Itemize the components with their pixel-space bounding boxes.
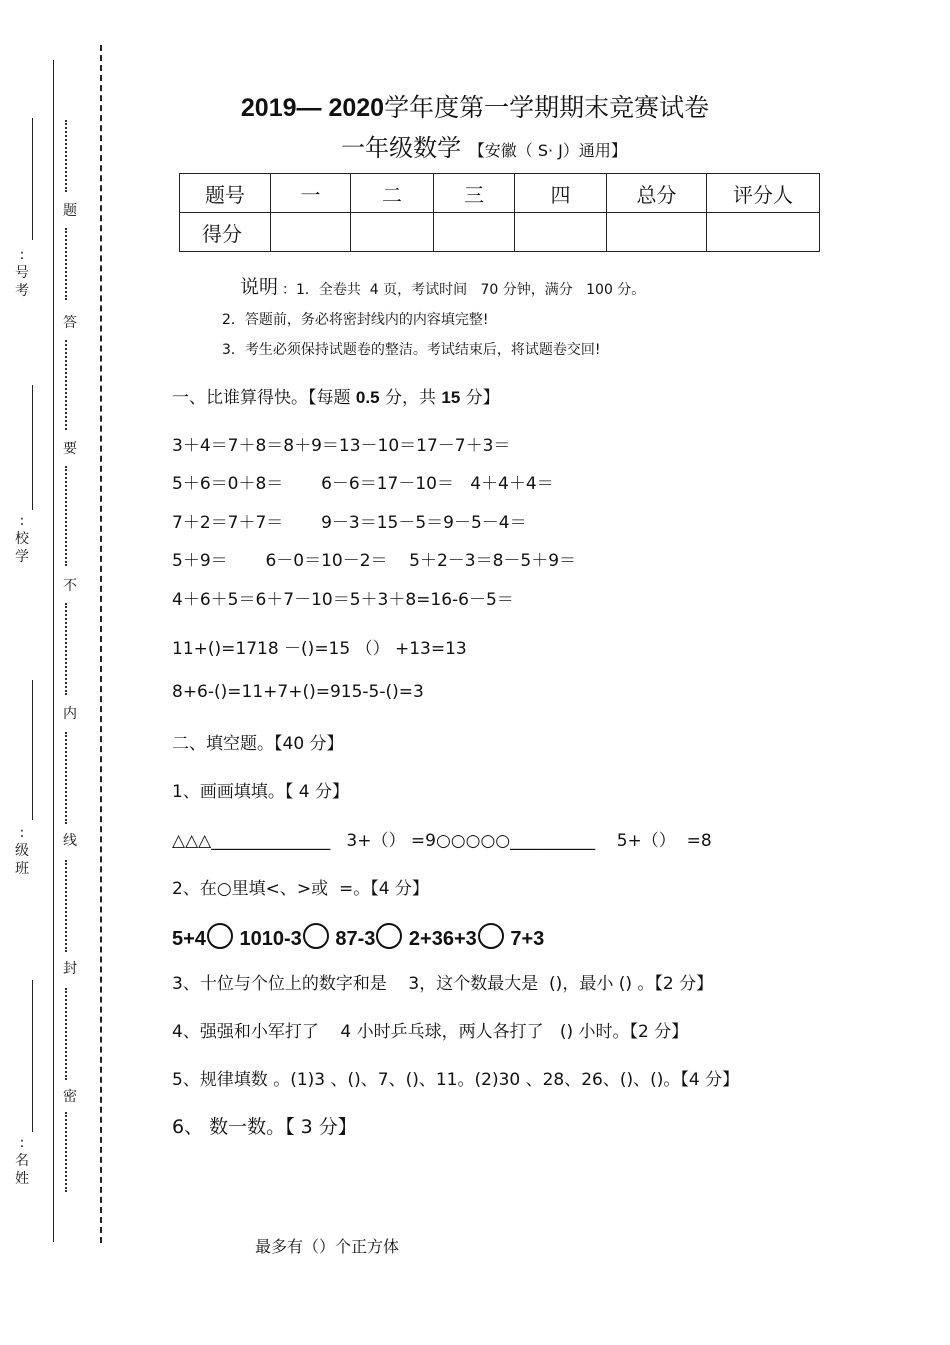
score-cell[interactable] [607,213,707,252]
score-cell[interactable] [515,213,607,252]
instruction-item: 3．考生必须保持试题卷的整洁。考试结束后，将试题卷交回! [222,342,601,358]
answer-circle[interactable] [207,923,233,949]
seal-char: 线 [63,833,77,849]
calc-line: 11+()=1718 －()=15 （） +13=13 [172,639,467,659]
header-cell: 总分 [607,174,707,213]
question-3: 3、十位与个位上的数字和是 3，这个数最大是 ()，最小 () 。【2 分】 [172,974,714,994]
score-value-row [180,213,820,252]
instruction-item: 2．答题前，务必将密封线内的内容填完整! [222,312,489,328]
seal-dots [65,1112,67,1192]
score-header-row [180,174,820,213]
title-text: 学年度第一学期期末竞赛试卷 [384,93,710,122]
class-label: : 级班 [15,825,29,877]
question-1: 1、画画填填。【 4 分】 [172,782,349,802]
name-label: : 名姓 [15,1135,29,1187]
compare-line: 5+4 1010-3 87-3 2+36+3 7+3 [172,923,544,951]
instructions-label: 说明 [240,276,279,298]
exam-subtitle [0,128,950,163]
name-line-school [32,385,33,510]
question-6-answer: 最多有（）个正方体 [255,1237,400,1256]
subtitle-text: 一年级数学 [341,134,462,162]
seal-char: 不 [63,578,77,594]
calc-line: 5＋9＝ 6－0＝10－2＝ 5＋2－3＝8－5＋9＝ [172,551,577,571]
seal-char: 答 [63,315,77,331]
seal-char: 内 [63,706,77,722]
question-6: 6、 数一数。【 3 分】 [172,1116,357,1138]
exam-number-label: : 号考 [15,247,29,299]
score-cell[interactable] [351,213,434,252]
question-2: 2、在○里填<、>或 =。【4 分】 [172,879,429,899]
answer-circle[interactable] [376,923,402,949]
header-cell: 三 [434,174,515,213]
seal-char: 要 [63,441,77,457]
calc-line: 3＋4＝7＋8＝8＋9＝13－10＝17－7＋3＝ [172,436,511,456]
name-line-name [32,980,33,1132]
calc-line: 8+6-()=11+7+()=915-5-()=3 [172,682,424,702]
question-1-content: △△△______________ 3+（） =9○○○○○__________ 5+（） =8 [172,831,712,851]
header-cell: 四 [515,174,607,213]
row-label: 得分 [180,213,271,252]
instruction-item: ：1．全卷共 4 页，考试时间 70 分钟，满分 100 分。 [282,282,646,298]
seal-dots [65,340,67,430]
section1-heading: 一、比谁算得快。【每题 0.5 分，共 15 分】 [172,388,500,408]
exam-title [0,88,950,124]
question-5: 5、规律填数 。(1)3 、()、7、()、11。(2)30 、28、26、()、()。【4 分】 [172,1070,740,1090]
seal-char: 密 [63,1089,77,1105]
answer-circle[interactable] [478,923,504,949]
score-cell[interactable] [271,213,351,252]
answer-circle[interactable] [303,923,329,949]
subtitle-note: 【安徽（ S· J）通用】 [468,141,627,160]
header-cell: 二 [351,174,434,213]
section2-heading: 二、填空题。【40 分】 [172,734,344,754]
score-table [179,173,820,252]
cut-line [100,45,102,1243]
calc-line: 5＋6＝0＋8＝ 6－6＝17－10＝ 4＋4＋4＝ [172,474,554,494]
name-line-class [32,680,33,820]
header-cell: 一 [271,174,351,213]
seal-dots [65,228,67,300]
title-year: 2019— 2020 [240,94,385,122]
calc-line: 7＋2＝7＋7＝ 9－3＝15－5＝9－5－4＝ [172,513,527,533]
school-label: : 校学 [15,513,29,565]
question-4: 4、强强和小军打了 4 小时乒乓球，两人各打了 () 小时。【2 分】 [172,1022,689,1042]
score-cell[interactable] [707,213,820,252]
seal-dots [65,732,67,824]
seal-dots [65,603,67,695]
seal-dots [65,466,67,566]
seal-char: 题 [63,203,77,219]
header-cell: 题号 [180,174,271,213]
calc-line: 4＋6＋5＝6＋7－10＝5＋3＋8=16-6－5＝ [172,590,514,610]
seal-dots [65,988,67,1080]
score-cell[interactable] [434,213,515,252]
header-cell: 评分人 [707,174,820,213]
binding-border-line [53,60,54,1242]
seal-dots [65,860,67,952]
seal-char: 封 [63,961,77,977]
